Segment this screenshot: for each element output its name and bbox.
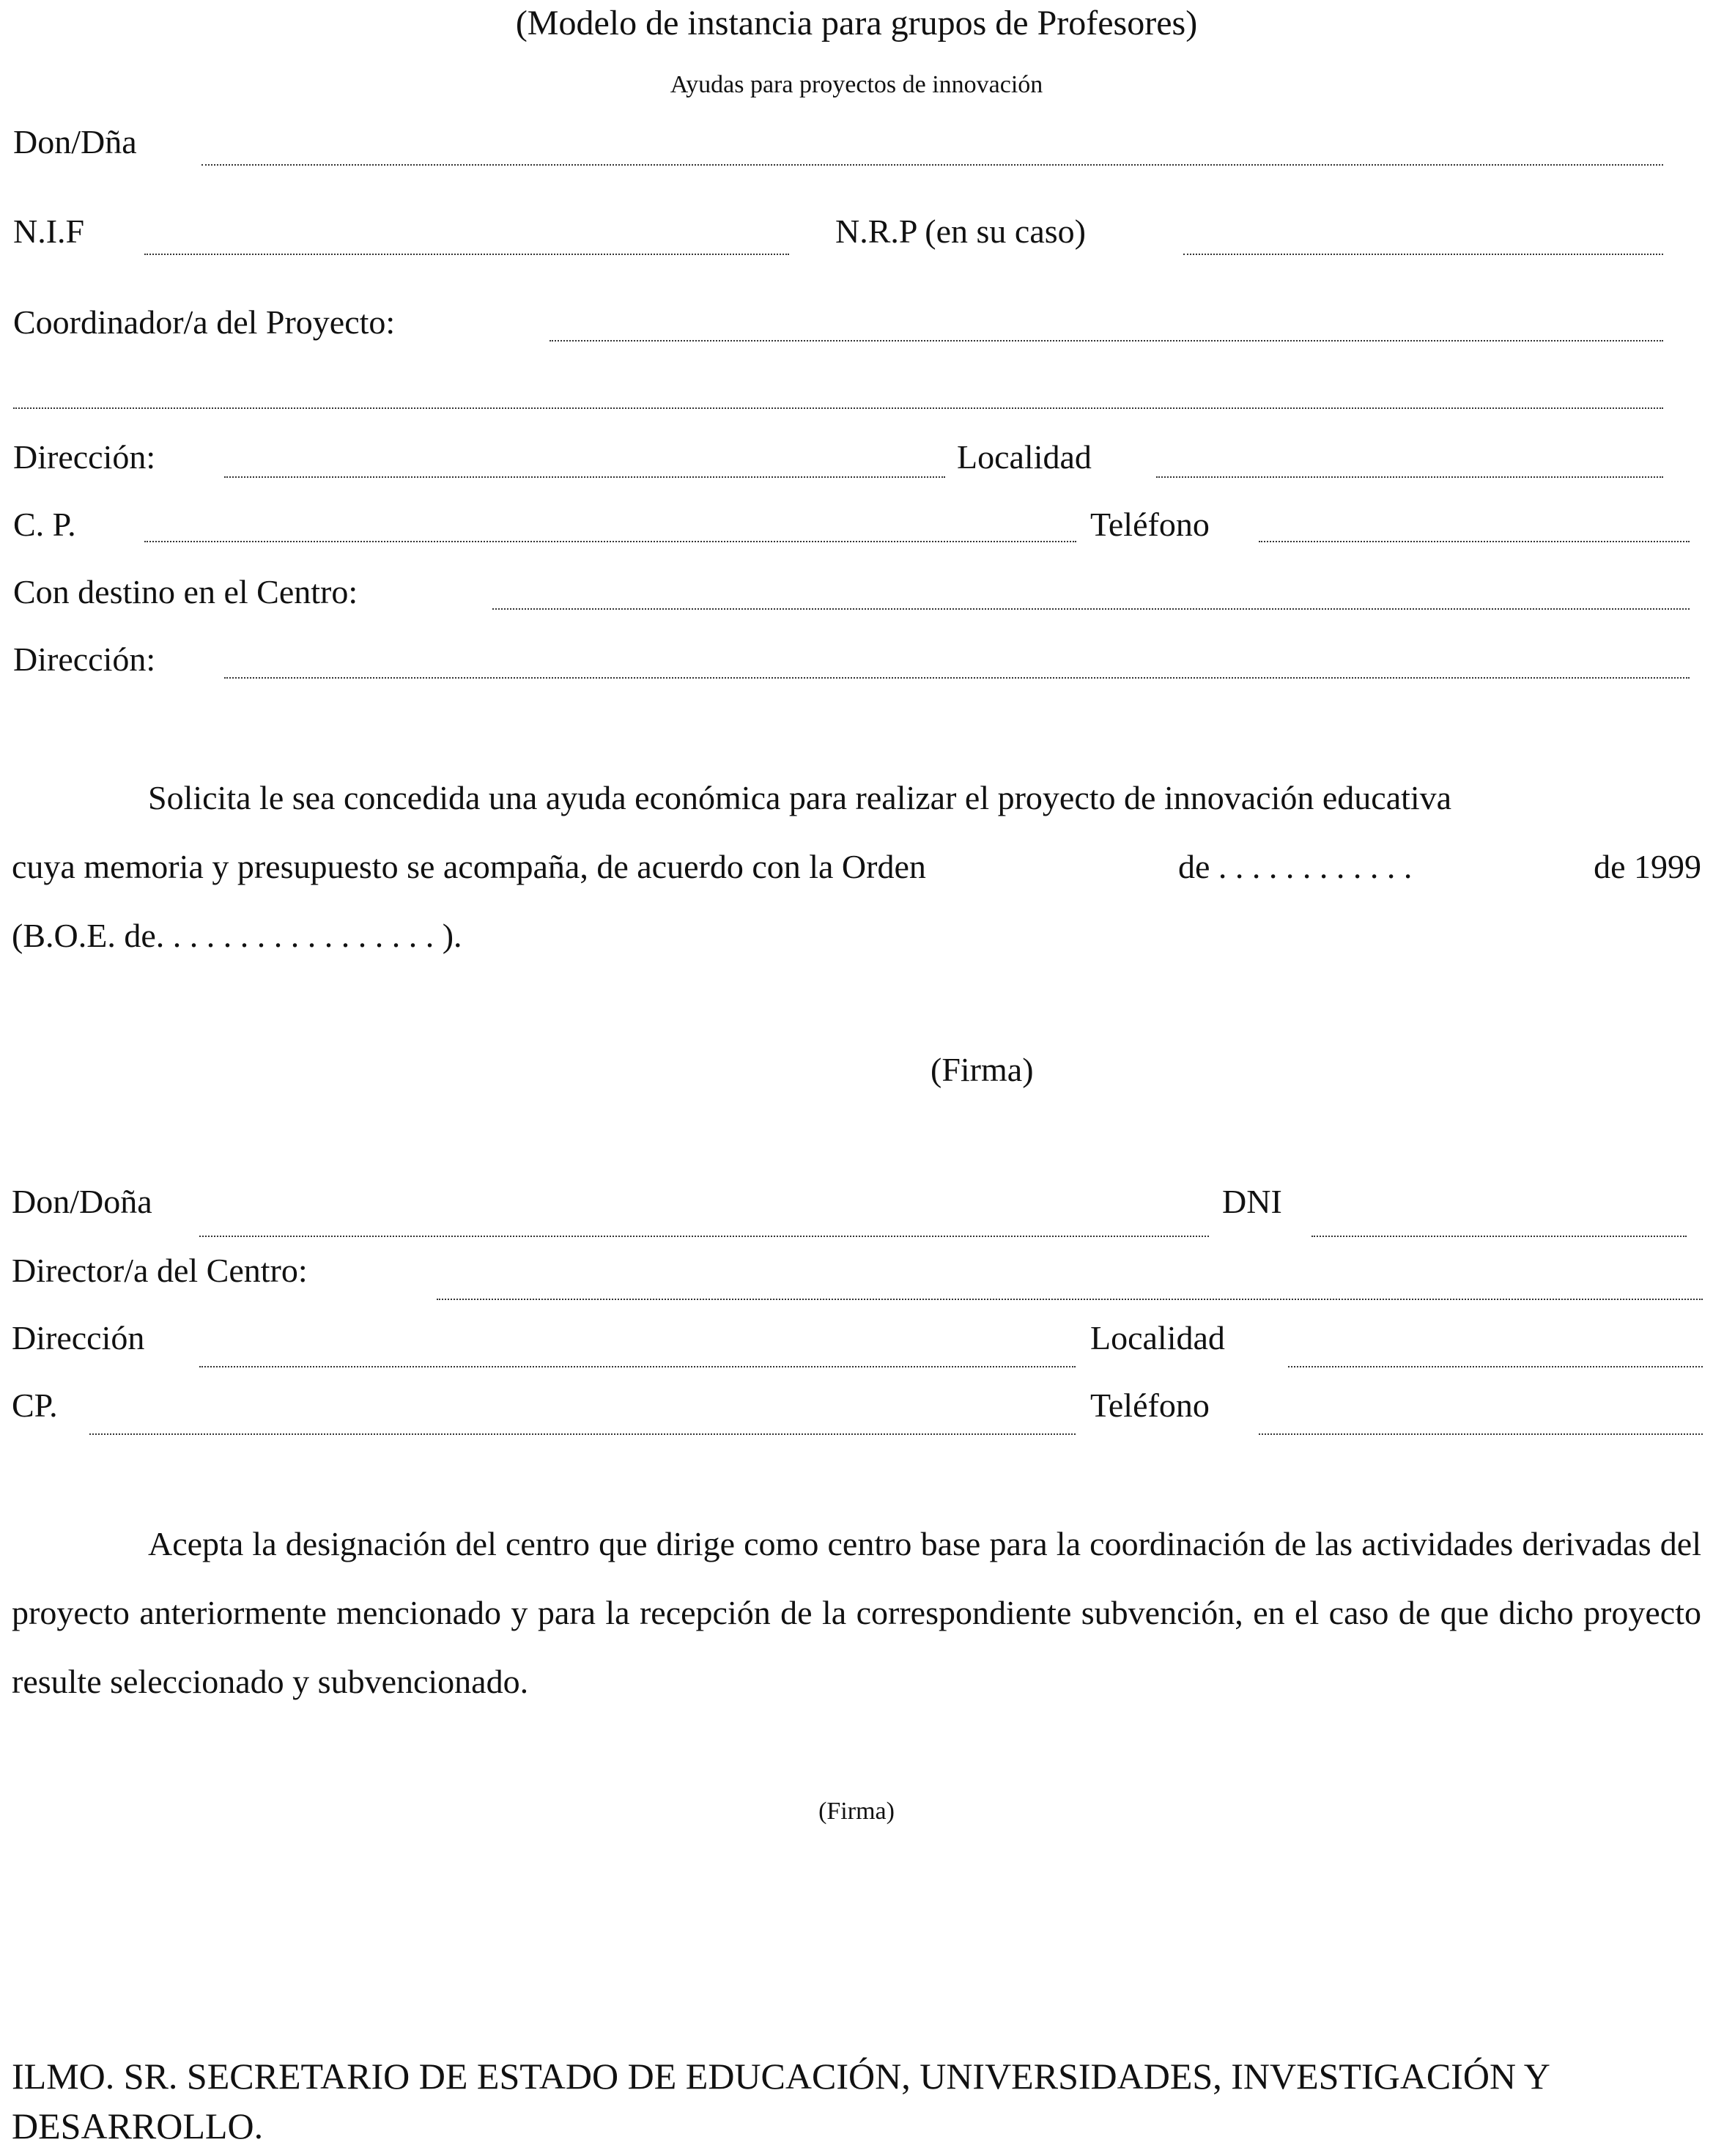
director-name-field[interactable] bbox=[199, 1236, 1209, 1237]
solicitud-line-3 bbox=[12, 901, 1701, 970]
addressee-line-2: DESARROLLO. bbox=[12, 2105, 264, 2146]
direccion-centro-label: Dirección: bbox=[13, 640, 156, 678]
solicitud-line-2 bbox=[12, 833, 1701, 901]
dni-label: DNI bbox=[1222, 1183, 1282, 1220]
coordinador-field[interactable] bbox=[550, 340, 1663, 342]
director-telefono-label: Teléfono bbox=[1090, 1387, 1210, 1424]
don-dna-field[interactable] bbox=[201, 164, 1663, 166]
nrp-field[interactable] bbox=[1183, 254, 1663, 255]
director-cp-label: CP. bbox=[12, 1387, 58, 1424]
director-localidad-field[interactable] bbox=[1288, 1366, 1703, 1367]
nif-label: N.I.F bbox=[13, 213, 85, 250]
direccion-centro-field[interactable] bbox=[224, 677, 1690, 679]
director-centro-label: Director/a del Centro: bbox=[12, 1252, 308, 1289]
form-subtitle: Ayudas para proyectos de innovación bbox=[670, 71, 1043, 98]
localidad-label: Localidad bbox=[957, 438, 1092, 476]
solicitud-paragraph bbox=[12, 764, 1701, 970]
director-don-dona-label: Don/Doña bbox=[12, 1183, 152, 1220]
don-dna-label: Don/Dña bbox=[13, 123, 137, 160]
solicitud-line-1 bbox=[12, 764, 1701, 833]
nrp-label: N.R.P (en su caso) bbox=[835, 213, 1086, 250]
coordinador-label: Coordinador/a del Proyecto: bbox=[13, 303, 396, 341]
direccion-label: Dirección: bbox=[13, 438, 156, 476]
cp-label: C. P. bbox=[13, 506, 76, 543]
centro-label: Con destino en el Centro: bbox=[13, 573, 358, 610]
coordinador-field-continued[interactable] bbox=[13, 407, 1663, 409]
orden-date-field[interactable]: de . . . . . . . . . . . . bbox=[1178, 848, 1413, 885]
solicitante-firma: (Firma) bbox=[931, 1051, 1034, 1088]
solicitud-text-2c: de 1999 bbox=[1594, 848, 1701, 885]
telefono-field[interactable] bbox=[1259, 541, 1690, 542]
nif-field[interactable] bbox=[144, 254, 789, 255]
dni-field[interactable] bbox=[1311, 1236, 1687, 1237]
director-cp-field[interactable] bbox=[89, 1433, 1076, 1435]
director-telefono-field[interactable] bbox=[1259, 1433, 1703, 1435]
cp-field[interactable] bbox=[144, 541, 1076, 542]
form-title: (Modelo de instancia para grupos de Profesores) bbox=[515, 4, 1198, 43]
direccion-field[interactable] bbox=[224, 476, 945, 478]
aceptacion-text: Acepta la designación del centro que dirige como centro base para la coordinación de las actividades derivadas del proyecto anteriormente mencionado y para la recepción de la correspondiente subvención, en el caso de que dicho proyecto resulte seleccionado y subvencionado. bbox=[12, 1525, 1701, 1700]
director-direccion-field[interactable] bbox=[199, 1366, 1076, 1367]
director-centro-field[interactable] bbox=[437, 1299, 1703, 1300]
centro-field[interactable] bbox=[492, 608, 1690, 610]
aceptacion-paragraph bbox=[12, 1510, 1701, 1716]
aceptacion-text-block bbox=[12, 1510, 1701, 1716]
telefono-label: Teléfono bbox=[1090, 506, 1210, 543]
localidad-field[interactable] bbox=[1156, 476, 1663, 478]
boe-date-field[interactable]: (B.O.E. de. . . . . . . . . . . . . . . . . ). bbox=[12, 917, 462, 954]
addressee-line-1: ILMO. SR. SECRETARIO DE ESTADO DE EDUCACIÓN, UNIVERSIDADES, INVESTIGACIÓN Y bbox=[12, 2056, 1550, 2097]
director-localidad-label: Localidad bbox=[1090, 1319, 1225, 1356]
director-direccion-label: Dirección bbox=[12, 1319, 145, 1356]
director-firma: (Firma) bbox=[818, 1798, 895, 1825]
solicitud-text-2a: cuya memoria y presupuesto se acompaña, de acuerdo con la Orden bbox=[12, 848, 926, 885]
solicitud-text-1: Solicita le sea concedida una ayuda económica para realizar el proyecto de innovación educativa bbox=[148, 779, 1452, 816]
